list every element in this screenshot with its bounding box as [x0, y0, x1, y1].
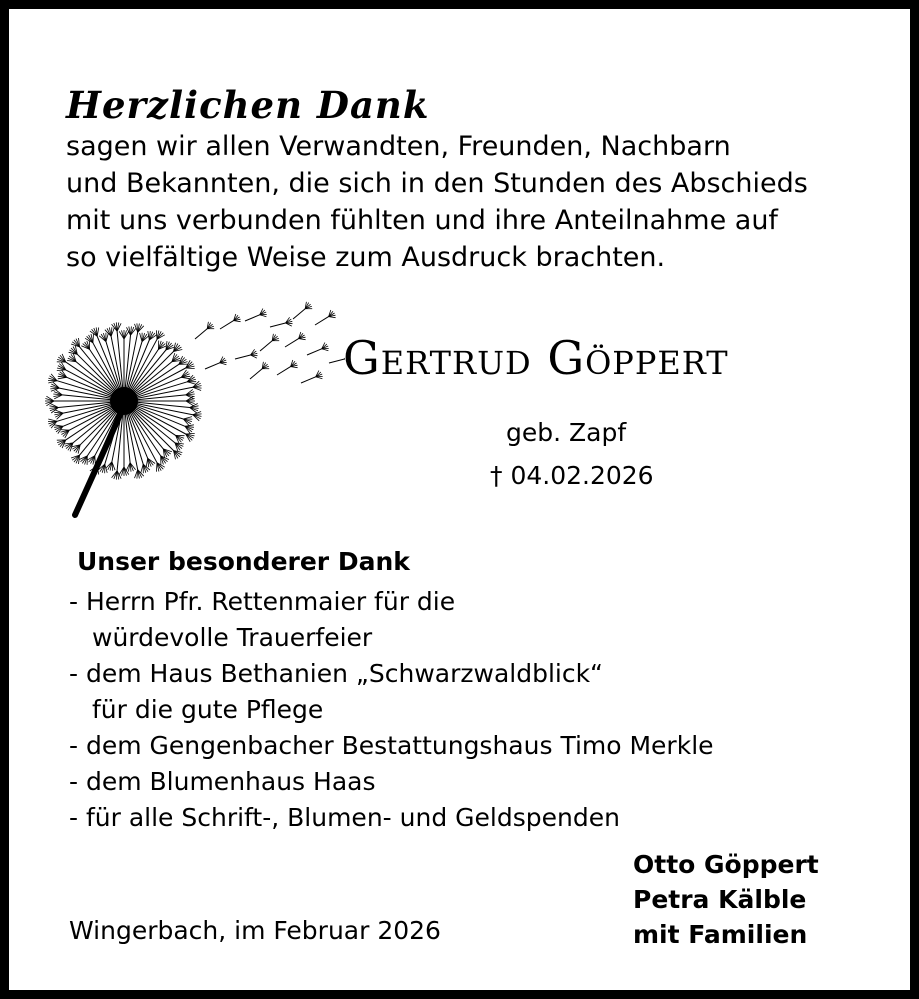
thanks-title: Unser besonderer Dank: [77, 547, 410, 576]
dandelion-icon: [45, 299, 345, 519]
intro-line: und Bekannten, die sich in den Stunden des Abschieds: [66, 168, 808, 199]
signature: [633, 847, 819, 952]
place-date: Wingerbach, im Februar 2026: [69, 916, 441, 945]
thanks-item: - für alle Schrift-, Blumen- und Geldspenden: [69, 803, 620, 832]
signature-line: mit Familien: [633, 920, 808, 949]
signature-line: Petra Kälble: [633, 885, 807, 914]
thanks-item: - Herrn Pfr. Rettenmaier für die: [69, 587, 456, 616]
thanks-item-continuation: für die gute Pflege: [92, 695, 324, 724]
intro-line: sagen wir allen Verwandten, Freunden, Nachbarn: [66, 131, 731, 162]
heading: Herzlichen Dank: [66, 83, 430, 127]
signature-line: Otto Göppert: [633, 850, 819, 879]
intro-text: [66, 128, 866, 276]
thanks-item-continuation: würdevolle Trauerfeier: [92, 623, 373, 652]
thanks-item: - dem Haus Bethanien „Schwarzwaldblick“: [69, 659, 604, 688]
thanks-item: - dem Blumenhaus Haas: [69, 767, 376, 796]
maiden-name: geb. Zapf: [506, 418, 627, 447]
deceased-name: Gertrud Göppert: [343, 331, 729, 385]
death-date: † 04.02.2026: [490, 461, 654, 490]
intro-line: mit uns verbunden fühlten und ihre Anteilnahme auf: [66, 205, 778, 236]
thanks-item: - dem Gengenbacher Bestattungshaus Timo Merkle: [69, 731, 714, 760]
intro-line: so vielfältige Weise zum Ausdruck brachten.: [66, 242, 666, 273]
thanks-list: [69, 584, 714, 836]
